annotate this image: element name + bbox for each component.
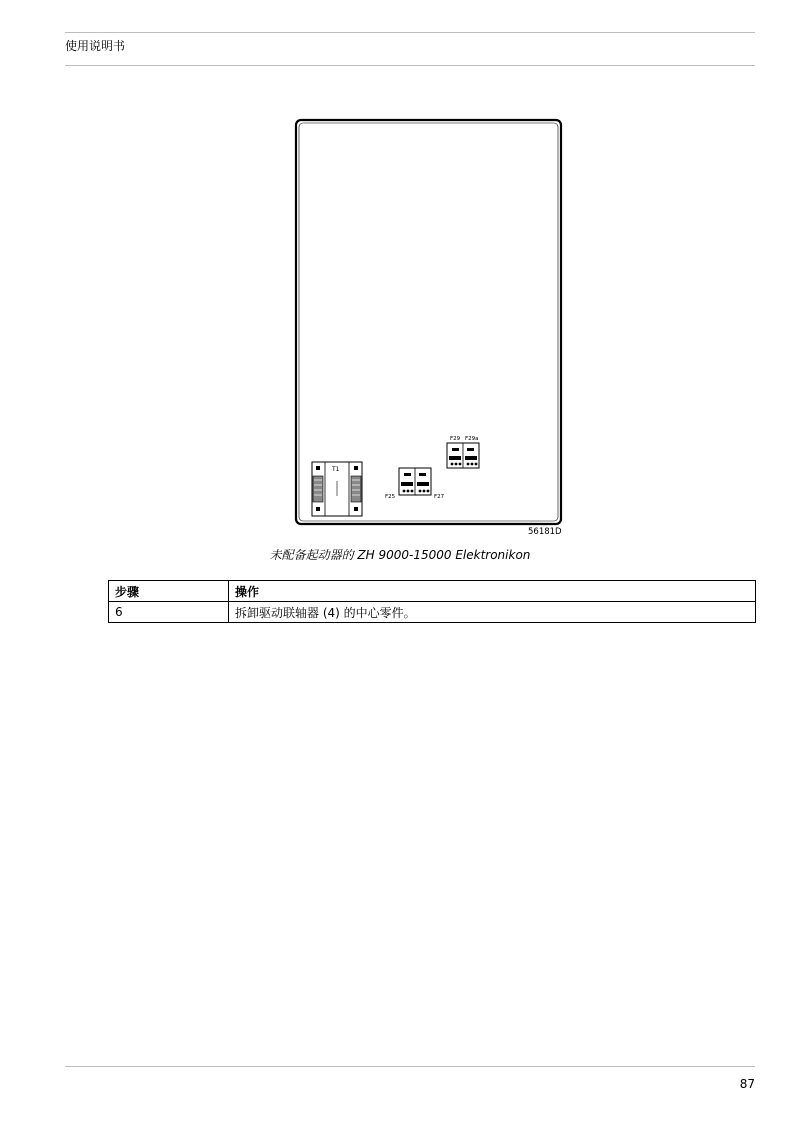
column-header-action: 操作 — [229, 581, 756, 602]
procedure-table — [108, 580, 756, 623]
page-number: 87 — [739, 1077, 755, 1091]
label-f25: F25 — [385, 494, 396, 500]
table-row — [109, 602, 756, 623]
header-rule-bottom — [65, 65, 755, 66]
label-f27: F27 — [434, 494, 445, 500]
transformer-t1 — [312, 462, 362, 516]
label-f29a: F29a — [465, 436, 479, 442]
figure-caption: 未配备起动器的 ZH 9000-15000 Elektronikon — [269, 548, 531, 562]
header-rule-top — [65, 32, 755, 33]
label-f29: F29 — [450, 436, 461, 442]
figure-id: 56181D — [528, 527, 562, 537]
document-title: 使用说明书 — [65, 39, 126, 53]
cabinet-diagram — [292, 116, 567, 531]
action-cell: 拆卸驱动联轴器 (4) 的中心零件。 — [229, 602, 756, 623]
fuse-block-f25-f27 — [385, 468, 445, 500]
cabinet-outline — [296, 120, 561, 524]
footer-rule — [65, 1066, 755, 1067]
column-header-step: 步骤 — [109, 581, 229, 602]
label-t1: T1 — [332, 466, 340, 473]
step-number-cell: 6 — [109, 602, 229, 623]
table-header-row — [109, 581, 756, 602]
fuse-block-f29 — [447, 436, 479, 468]
